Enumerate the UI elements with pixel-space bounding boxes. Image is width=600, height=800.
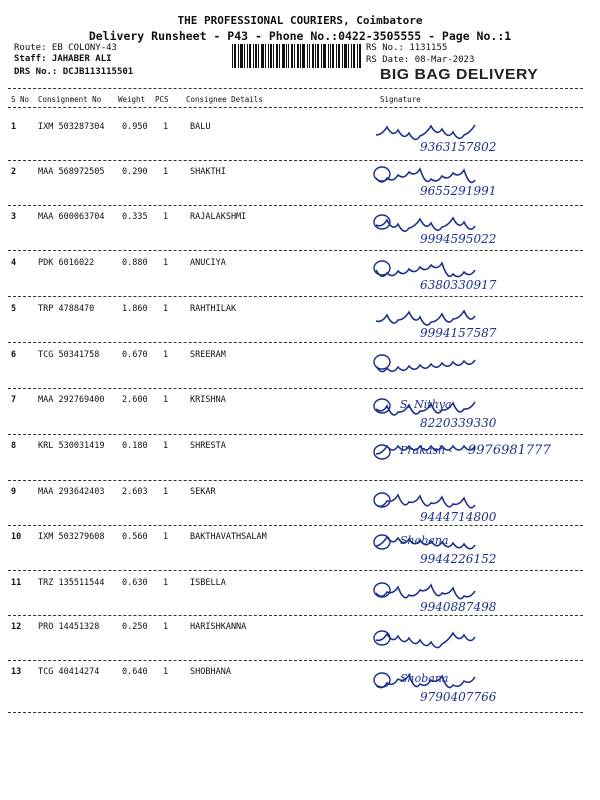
barcode-bar [344, 44, 347, 68]
signature-phone: 6380330917 [420, 278, 497, 292]
row-consignment: TCG 50341758 [38, 350, 100, 360]
signature-name: Shobana [400, 534, 449, 547]
barcode-bar [258, 44, 259, 68]
barcode-bar [244, 44, 245, 68]
barcode-bar [282, 44, 285, 68]
barcode-bar [249, 44, 251, 68]
row-consignment: IXM 503287304 [38, 122, 105, 132]
col-header-signature: Signature [380, 95, 421, 104]
barcode-bar [261, 44, 264, 68]
col-header-pcs: PCS [155, 95, 169, 104]
row-divider [8, 342, 583, 343]
row-divider [8, 160, 583, 161]
handwritten-signature-mark [372, 118, 482, 142]
signature-area [372, 626, 592, 670]
barcode-bar [291, 44, 293, 68]
row-sno: 7 [11, 395, 17, 405]
barcode-bar [342, 44, 343, 68]
row-sno: 11 [11, 578, 22, 588]
signature-name: Shobana [400, 672, 449, 685]
row-pcs: 1 [163, 667, 169, 677]
barcode-bar [321, 44, 322, 68]
big-bag-delivery-stamp: BIG BAG DELIVERY [380, 66, 539, 83]
row-weight: 0.880 [122, 258, 148, 268]
signature-area [372, 668, 592, 712]
row-weight: 0.670 [122, 350, 148, 360]
row-consignment: IXM 503279608 [38, 532, 105, 542]
signature-area [372, 210, 592, 254]
barcode-bar [253, 44, 254, 68]
barcode-bar [268, 44, 269, 68]
row-consignee: SEKAR [190, 487, 216, 497]
company-title: THE PROFESSIONAL COURIERS, Coimbatore [177, 14, 423, 27]
row-sno: 5 [11, 304, 17, 314]
row-sno: 6 [11, 350, 17, 360]
col-header-consignment: Consignment No [38, 95, 102, 104]
row-consignee: ANUCIYA [190, 258, 226, 268]
barcode-bar [240, 44, 243, 68]
row-divider [8, 434, 583, 435]
row-pcs: 1 [163, 212, 169, 222]
signature-phone: 9363157802 [420, 140, 497, 154]
row-consignee: SHAKTHI [190, 167, 226, 177]
row-consignment: MAA 568972505 [38, 167, 105, 177]
row-consignment: PRO 14451328 [38, 622, 100, 632]
row-sno: 13 [11, 667, 22, 677]
barcode-bar [255, 44, 257, 68]
rs-date: RS Date: 08-Mar-2023 [366, 55, 475, 65]
runsheet-title: Delivery Runsheet - P43 - Phone No.:0422-3505555 - Page No.:1 [88, 29, 512, 43]
barcode-bar [273, 44, 274, 68]
row-weight: 2.600 [122, 395, 148, 405]
barcode-bar [294, 44, 295, 68]
signature-phone: 9994157587 [420, 326, 497, 340]
barcode-bar [359, 44, 361, 68]
row-weight: 0.630 [122, 578, 148, 588]
signature-phone: 8220339330 [420, 416, 497, 430]
row-pcs: 1 [163, 122, 169, 132]
row-pcs: 1 [163, 395, 169, 405]
rs-number: RS No.: 1131155 [366, 43, 448, 53]
handwritten-signature-mark [372, 578, 482, 602]
row-divider [8, 205, 583, 206]
row-consignment: KRL 530031419 [38, 441, 105, 451]
handwritten-signature-mark [372, 350, 482, 374]
signature-phone: 9940887498 [420, 600, 497, 614]
row-weight: 0.180 [122, 441, 148, 451]
barcode-bar [351, 44, 352, 68]
handwritten-signature-mark [372, 210, 482, 234]
row-consignee: SREERAM [190, 350, 226, 360]
barcode-bar [302, 44, 305, 68]
row-divider [8, 712, 583, 713]
barcode-bar [238, 44, 239, 68]
signature-phone: 9994595022 [420, 232, 497, 246]
row-pcs: 1 [163, 578, 169, 588]
row-divider [8, 615, 583, 616]
handwritten-signature-mark [372, 304, 482, 328]
row-consignee: KRISHNA [190, 395, 226, 405]
signature-area [372, 162, 592, 206]
barcode-bar [288, 44, 289, 68]
row-pcs: 1 [163, 487, 169, 497]
signature-area [372, 118, 592, 162]
staff-label: Staff: JAHABER ALI [14, 54, 112, 64]
barcode-bar [332, 44, 334, 68]
barcode-bar [312, 44, 314, 68]
row-sno: 8 [11, 441, 17, 451]
row-consignment: TRZ 135511544 [38, 578, 105, 588]
row-pcs: 1 [163, 532, 169, 542]
row-sno: 12 [11, 622, 22, 632]
col-header-sno: S No [11, 95, 30, 104]
signature-name: S. Nithya [400, 398, 452, 411]
row-divider [8, 250, 583, 251]
row-consignment: MAA 600063704 [38, 212, 105, 222]
barcode-bar [234, 44, 236, 68]
barcode-bar [317, 44, 319, 68]
barcode-bar [336, 44, 337, 68]
barcode-bar [286, 44, 287, 68]
row-weight: 0.335 [122, 212, 148, 222]
row-consignment: TRP 4788470 [38, 304, 95, 314]
row-consignment: MAA 293642403 [38, 487, 105, 497]
barcode-bar [297, 44, 299, 68]
row-sno: 10 [11, 532, 22, 542]
barcode-bar [338, 44, 340, 68]
row-consignee: RAJALAKSHMI [190, 212, 247, 222]
row-divider [8, 660, 583, 661]
header-divider-top [8, 88, 583, 89]
row-consignee: BAKTHAVATHSALAM [190, 532, 267, 542]
signature-area [372, 440, 592, 484]
barcode-bar [328, 44, 329, 68]
row-weight: 0.950 [122, 122, 148, 132]
barcode-bar [265, 44, 266, 68]
barcode-bar [232, 44, 233, 68]
row-sno: 4 [11, 258, 17, 268]
row-consignee: SHRESTA [190, 441, 226, 451]
row-sno: 3 [11, 212, 17, 222]
row-consignee: ISBELLA [190, 578, 226, 588]
row-weight: 1.860 [122, 304, 148, 314]
signature-area [372, 394, 592, 438]
signature-phone: 9790407766 [420, 690, 497, 704]
signature-phone: 9655291991 [420, 184, 497, 198]
row-weight: 0.250 [122, 622, 148, 632]
row-consignment: MAA 292769400 [38, 395, 105, 405]
handwritten-signature-mark [372, 488, 482, 512]
row-pcs: 1 [163, 258, 169, 268]
row-weight: 2.603 [122, 487, 148, 497]
row-pcs: 1 [163, 167, 169, 177]
row-sno: 9 [11, 487, 17, 497]
barcode-bar [307, 44, 308, 68]
row-divider [8, 570, 583, 571]
barcode-bar [279, 44, 280, 68]
row-consignment: TCG 40414274 [38, 667, 100, 677]
row-sno: 1 [11, 122, 17, 132]
drs-number: DRS No.: DCJB113115501 [14, 67, 134, 77]
row-consignee: HARISHKANNA [190, 622, 247, 632]
barcode-bar [357, 44, 358, 68]
col-header-consignee: Consignee Details [186, 95, 263, 104]
barcode-bar [330, 44, 331, 68]
row-divider [8, 480, 583, 481]
row-consignment: PDK 6016022 [38, 258, 95, 268]
row-pcs: 1 [163, 441, 169, 451]
route-label: Route: EB COLONY-43 [14, 43, 117, 53]
signature-phone: 9976981777 [468, 443, 551, 458]
row-sno: 2 [11, 167, 17, 177]
signature-name: Prakash - [400, 444, 453, 457]
row-consignee: BALU [190, 122, 211, 132]
barcode-bar [270, 44, 272, 68]
row-pcs: 1 [163, 622, 169, 632]
barcode-bar [315, 44, 316, 68]
row-divider [8, 296, 583, 297]
barcode-bar [276, 44, 278, 68]
row-divider [8, 388, 583, 389]
signature-area [372, 530, 592, 574]
barcode-bar [353, 44, 355, 68]
barcode-bar [323, 44, 326, 68]
row-divider [8, 525, 583, 526]
barcode [232, 44, 362, 68]
row-consignee: SHOBHANA [190, 667, 231, 677]
signature-area [372, 256, 592, 300]
handwritten-signature-mark [372, 256, 482, 280]
row-weight: 0.290 [122, 167, 148, 177]
row-weight: 0.640 [122, 667, 148, 677]
barcode-bar [348, 44, 349, 68]
signature-phone: 9944226152 [420, 552, 497, 566]
row-pcs: 1 [163, 304, 169, 314]
barcode-bar [300, 44, 301, 68]
handwritten-signature-mark [372, 626, 482, 650]
barcode-bar [309, 44, 310, 68]
row-weight: 0.560 [122, 532, 148, 542]
col-header-weight: Weight [118, 95, 146, 104]
row-consignee: RAHTHILAK [190, 304, 237, 314]
header-divider-bottom [8, 107, 583, 108]
handwritten-signature-mark [372, 162, 482, 186]
row-pcs: 1 [163, 350, 169, 360]
signature-phone: 9444714800 [420, 510, 497, 524]
barcode-bar [247, 44, 248, 68]
